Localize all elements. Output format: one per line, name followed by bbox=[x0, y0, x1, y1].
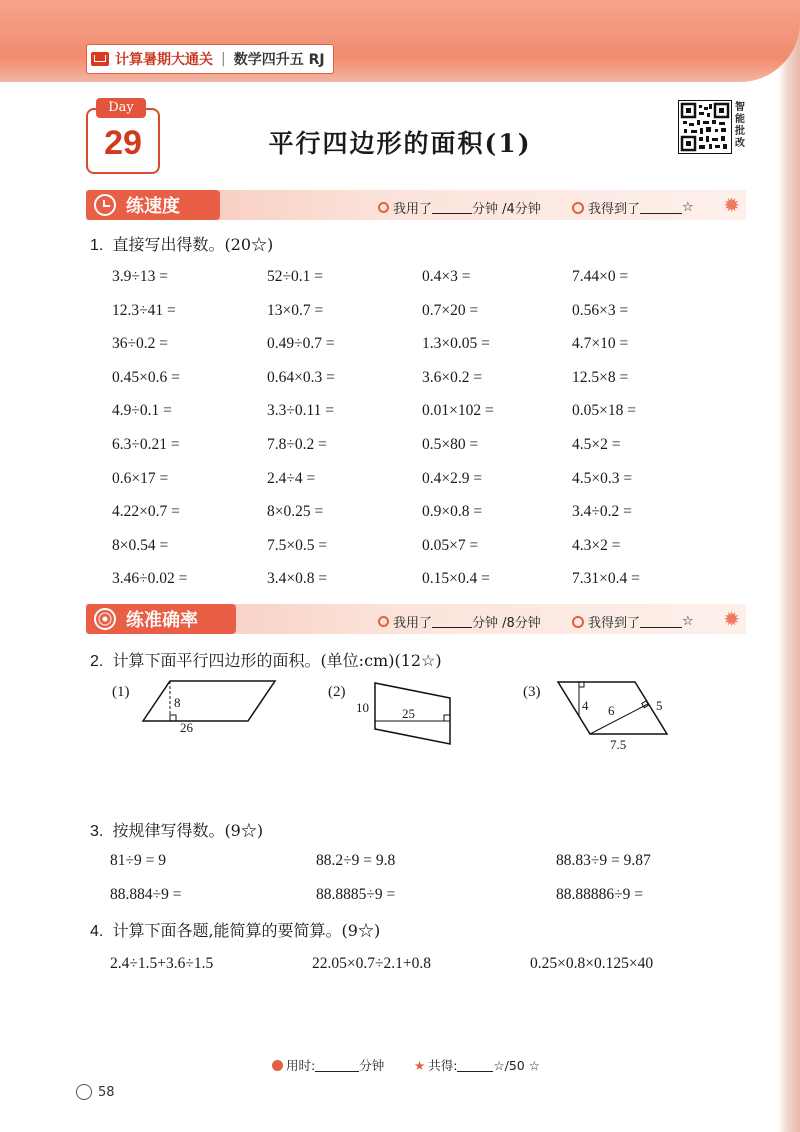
calc-item: 4.5×0.3 = bbox=[572, 469, 633, 487]
total-unit: ☆/50 ☆ bbox=[493, 1057, 540, 1073]
calc-item: 0.49÷0.7 = bbox=[267, 335, 335, 353]
calc-item: 13×0.7 = bbox=[267, 301, 324, 319]
calc-item: 0.7×20 = bbox=[422, 301, 479, 319]
calc-item: 0.6×17 = bbox=[112, 469, 169, 487]
calc-item: 2.4÷4 = bbox=[267, 469, 316, 487]
score-unit: ☆ bbox=[682, 200, 694, 215]
figure-1-label: (1) bbox=[112, 684, 130, 700]
section-bar-speed bbox=[86, 190, 746, 220]
question-1-heading bbox=[90, 232, 273, 255]
calc-item: 3.3÷0.11 = bbox=[267, 402, 335, 420]
time-used-speed bbox=[378, 198, 541, 217]
section-bar-accuracy bbox=[86, 604, 746, 634]
calc-item: 0.25×0.8×0.125×40 bbox=[530, 955, 654, 972]
calc-item: 4.9÷0.1 = bbox=[112, 402, 172, 420]
figure-1-base: 26 bbox=[180, 720, 193, 735]
calc-item: 7.31×0.4 = bbox=[572, 570, 640, 588]
question-3-heading bbox=[90, 818, 263, 841]
time-blank[interactable] bbox=[315, 1059, 359, 1072]
calc-item: 8×0.25 = bbox=[267, 503, 324, 521]
pattern-item: 88.83÷9 = 9.87 bbox=[556, 852, 651, 869]
mental-math-grid bbox=[112, 265, 692, 601]
book-logo-icon bbox=[91, 52, 109, 66]
calc-item: 4.22×0.7 = bbox=[112, 503, 180, 521]
figure-2-height: 25 bbox=[402, 706, 415, 721]
question-number: 1. bbox=[90, 237, 104, 254]
score-label: 我得到了 bbox=[588, 202, 641, 217]
question-number: 3. bbox=[90, 823, 104, 840]
total-label: 共得: bbox=[428, 1058, 458, 1073]
star-icon: ★ bbox=[414, 1057, 426, 1073]
calc-item: 0.45×0.6 = bbox=[112, 368, 180, 386]
calc-item: 0.05×7 = bbox=[422, 536, 479, 554]
question-number: 2. bbox=[90, 653, 104, 670]
calc-item: 0.05×18 = bbox=[572, 402, 636, 420]
section-title-speed bbox=[86, 190, 220, 220]
calc-item: 7.5×0.5 = bbox=[267, 536, 328, 554]
time-label: 我用了 bbox=[393, 202, 433, 217]
calc-item: 0.4×2.9 = bbox=[422, 469, 483, 487]
calc-item: 0.4×3 = bbox=[422, 268, 471, 285]
calc-item: 4.3×2 = bbox=[572, 536, 621, 554]
calc-item: 12.5×8 = bbox=[572, 368, 629, 386]
question-number: 4. bbox=[90, 923, 104, 940]
qr-code-icon[interactable] bbox=[678, 100, 732, 154]
time-label: 用时: bbox=[286, 1058, 316, 1073]
calc-item: 3.6×0.2 = bbox=[422, 368, 483, 386]
check-icon bbox=[572, 616, 584, 628]
qr-side-char: 智 bbox=[735, 102, 745, 113]
pattern-item: 88.88886÷9 = bbox=[556, 886, 643, 903]
brand-name: 计算暑期大通关 bbox=[115, 52, 213, 68]
total-blank[interactable] bbox=[457, 1059, 493, 1072]
time-blank[interactable] bbox=[432, 615, 472, 628]
series-name: 数学四升五 RJ bbox=[233, 52, 325, 68]
score-accuracy bbox=[572, 612, 694, 631]
target-icon bbox=[94, 608, 116, 630]
calc-item: 3.4×0.8 = bbox=[267, 570, 328, 588]
section-name: 练速度 bbox=[126, 196, 180, 217]
figure-2-label: (2) bbox=[328, 684, 346, 700]
qr-side-char: 改 bbox=[735, 138, 745, 149]
calc-item: 0.56×3 = bbox=[572, 301, 629, 319]
question-prompt: 计算下面平行四边形的面积。(单位:cm)(12☆) bbox=[112, 651, 442, 670]
question-prompt: 按规律写得数。(9☆) bbox=[112, 821, 264, 840]
calc-item: 52÷0.1 = bbox=[267, 268, 323, 285]
page-number bbox=[76, 1084, 115, 1100]
time-unit: 分钟 /4分钟 bbox=[472, 202, 541, 217]
footer-time bbox=[272, 1056, 384, 1074]
time-unit: 分钟 /8分钟 bbox=[472, 616, 541, 631]
qr-side-char: 能 bbox=[735, 114, 745, 125]
calc-item: 0.9×0.8 = bbox=[422, 503, 483, 521]
day-label: Day bbox=[96, 98, 146, 118]
calc-item: 22.05×0.7÷2.1+0.8 bbox=[312, 955, 431, 972]
figure-3-altitude: 6 bbox=[608, 703, 615, 718]
page-edge-shadow bbox=[778, 0, 800, 1132]
question-2-heading bbox=[90, 648, 442, 671]
calc-item: 0.15×0.4 = bbox=[422, 570, 490, 588]
time-used-accuracy bbox=[378, 612, 541, 631]
calc-item: 4.7×10 = bbox=[572, 335, 629, 353]
calc-item: 3.46÷0.02 = bbox=[112, 570, 188, 588]
question-prompt: 直接写出得数。(20☆) bbox=[112, 235, 274, 254]
qr-side-char: 批 bbox=[735, 126, 745, 137]
calc-item: 7.8÷0.2 = bbox=[267, 435, 327, 453]
figure-2-side: 10 bbox=[356, 700, 369, 715]
figure-3-base: 7.5 bbox=[610, 737, 627, 752]
calc-item: 0.5×80 = bbox=[422, 435, 479, 453]
smart-grading-label bbox=[735, 102, 749, 150]
clock-icon bbox=[378, 616, 389, 627]
score-blank[interactable] bbox=[640, 201, 682, 214]
footer-total bbox=[414, 1056, 540, 1074]
pattern-item: 88.884÷9 = bbox=[110, 886, 182, 903]
calc-item: 3.4÷0.2 = bbox=[572, 503, 632, 521]
figure-3-height: 4 bbox=[582, 698, 589, 713]
calc-item: 36÷0.2 = bbox=[112, 335, 168, 353]
clock-icon bbox=[378, 202, 389, 213]
calc-item: 8×0.54 = bbox=[112, 536, 169, 554]
score-speed bbox=[572, 198, 694, 217]
clock-icon bbox=[272, 1060, 283, 1071]
pattern-item: 88.2÷9 = 9.8 bbox=[316, 852, 396, 869]
calc-item: 12.3÷41 = bbox=[112, 301, 176, 319]
sun-icon bbox=[76, 1084, 92, 1100]
question-prompt: 计算下面各题,能简算的要简算。(9☆) bbox=[112, 921, 381, 940]
calc-item: 2.4÷1.5+3.6÷1.5 bbox=[110, 955, 214, 972]
parallelogram-1 bbox=[140, 678, 280, 738]
page-title: 平行四边形的面积(1) bbox=[268, 129, 532, 158]
calc-item: 4.5×2 = bbox=[572, 435, 621, 453]
calc-item: 1.3×0.05 = bbox=[422, 335, 490, 353]
figure-3-label: (3) bbox=[523, 684, 541, 700]
pattern-item: 81÷9 = 9 bbox=[110, 852, 166, 869]
question-4-heading bbox=[90, 918, 380, 941]
stopwatch-icon bbox=[94, 194, 116, 216]
score-blank[interactable] bbox=[640, 615, 682, 628]
score-unit: ☆ bbox=[682, 614, 694, 629]
time-label: 我用了 bbox=[393, 616, 433, 631]
section-title-accuracy bbox=[86, 604, 236, 634]
calc-item: 7.44×0 = bbox=[572, 268, 629, 285]
time-unit: 分钟 bbox=[359, 1058, 385, 1073]
parallelogram-2 bbox=[370, 678, 460, 748]
calc-item: 0.64×0.3 = bbox=[267, 368, 335, 386]
page-number-text: 58 bbox=[98, 1084, 115, 1100]
star-icon: ✹ bbox=[723, 193, 740, 217]
section-name: 练准确率 bbox=[126, 610, 198, 631]
calc-item: 6.3÷0.21 = bbox=[112, 435, 180, 453]
star-icon: ✹ bbox=[723, 607, 740, 631]
calc-item: 3.9÷13 = bbox=[112, 268, 168, 285]
day-number: 29 bbox=[104, 124, 142, 162]
figure-3-side: 5 bbox=[656, 698, 663, 713]
divider: | bbox=[221, 51, 226, 67]
pattern-item: 88.8885÷9 = bbox=[316, 886, 396, 903]
check-icon bbox=[572, 202, 584, 214]
figure-1-height: 8 bbox=[174, 695, 181, 710]
calc-item: 0.01×102 = bbox=[422, 402, 494, 420]
series-header bbox=[86, 44, 334, 74]
score-label: 我得到了 bbox=[588, 616, 641, 631]
time-blank[interactable] bbox=[432, 201, 472, 214]
